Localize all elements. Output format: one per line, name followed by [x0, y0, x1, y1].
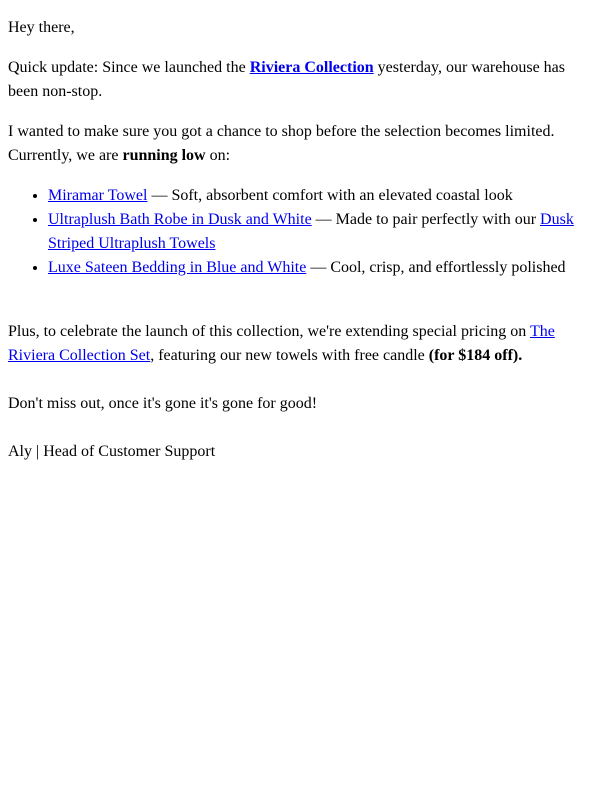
pricing-text-middle: , featuring our new towels with free candle [150, 347, 429, 364]
signature [8, 440, 592, 464]
signature-text: Aly | Head of Customer Support [8, 443, 216, 460]
product-list [8, 184, 592, 280]
intro-text-before: Quick update: Since we launched the [8, 59, 250, 76]
riviera-collection-link[interactable]: Riviera Collection [249, 59, 374, 76]
list-item [48, 256, 592, 280]
low-stock-text-after: on: [205, 147, 231, 164]
spacer [8, 432, 592, 440]
closing-text: Don't miss out, once it's gone it's gone for good! [8, 395, 318, 412]
spacer [8, 384, 592, 392]
intro-paragraph [8, 56, 592, 104]
list-item-description: — Made to pair perfectly with our [311, 211, 541, 228]
list-item-description: — Cool, crisp, and effortlessly polished [306, 259, 566, 276]
dusk-striped-towels-link[interactable]: Dusk Striped Ultraplush Towels [48, 211, 574, 252]
list-item-description: — Soft, absorbent comfort with an elevated coastal look [147, 187, 513, 204]
running-low-emphasis: running low [122, 147, 206, 164]
low-stock-text-before: I wanted to make sure you got a chance to shop before the selection becomes limited. Currently, we are [8, 123, 555, 164]
bath-robe-link[interactable]: Ultraplush Bath Robe in Dusk and White [48, 211, 312, 228]
special-pricing-paragraph [8, 320, 592, 368]
riviera-collection-set-link[interactable]: The Riviera Collection Set [8, 323, 555, 364]
greeting-text: Hey there, [8, 19, 75, 36]
list-item [48, 208, 592, 256]
list-item [48, 184, 592, 208]
greeting [8, 16, 592, 40]
pricing-text-before: Plus, to celebrate the launch of this collection, we're extending special pricing on [8, 323, 530, 340]
discount-emphasis: (for $184 off). [428, 347, 523, 364]
sateen-bedding-link[interactable]: Luxe Sateen Bedding in Blue and White [48, 259, 307, 276]
low-stock-paragraph [8, 120, 592, 168]
closing-paragraph [8, 392, 592, 416]
spacer [8, 296, 592, 320]
intro-text-after: yesterday, our warehouse has been non-stop. [8, 59, 566, 100]
miramar-towel-link[interactable]: Miramar Towel [48, 187, 148, 204]
